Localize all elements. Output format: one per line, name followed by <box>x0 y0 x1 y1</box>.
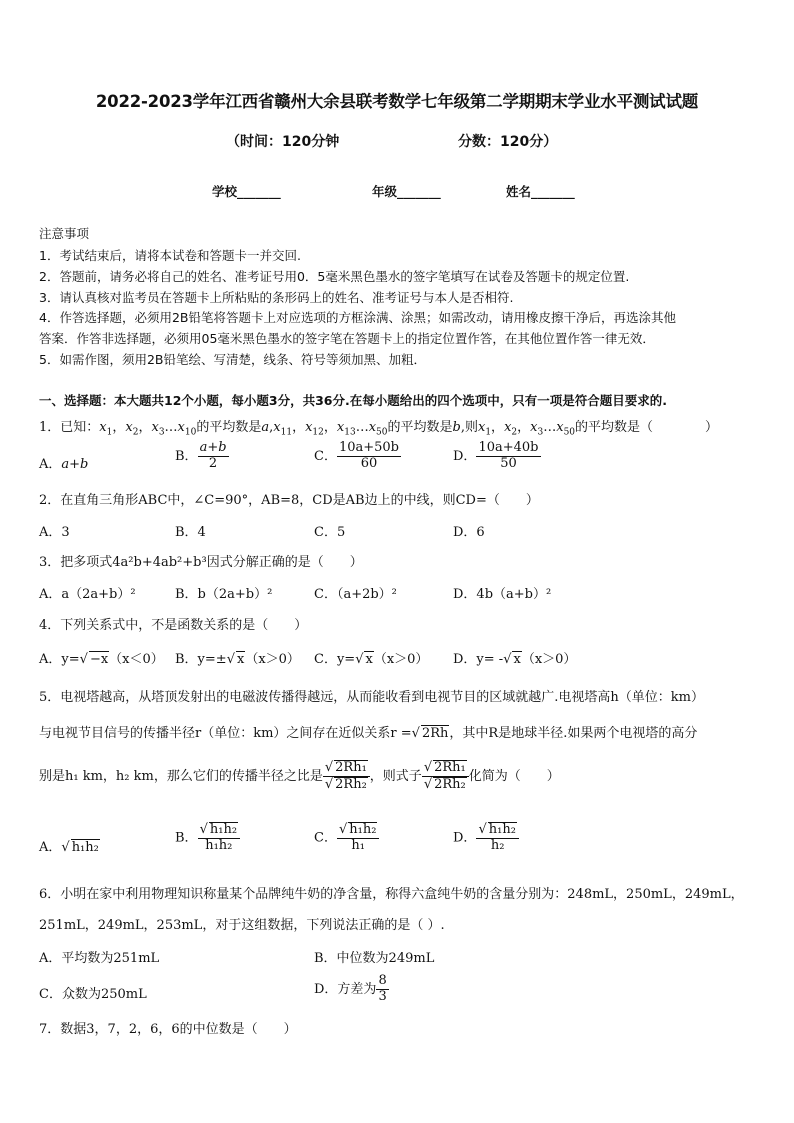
notice-item: 2．答题前，请务必将自己的姓名、准考证号用0．5毫米黑色墨水的签字笔填写在试卷及答题卡的规定位置. <box>39 269 630 284</box>
question-3: 3．把多项式4a²b+4ab²+b³因式分解正确的是（ ） <box>39 555 363 570</box>
q1-stem-b: 的平均数是 <box>196 420 262 435</box>
time-label: （时间：120分钟 <box>226 134 340 150</box>
score-label: 分数：120分） <box>458 134 558 150</box>
q1-stem: 1．已知： <box>39 420 100 435</box>
q1-option-a[interactable]: A．a+b <box>39 457 89 472</box>
q5-option-d[interactable]: D． $\frac{\text{√ h₁h₂}}{\text{h₂}}$ <box>453 822 519 854</box>
q1-option-b[interactable]: B． $\frac{a+b}{2}$ <box>175 440 227 471</box>
q6-option-c[interactable]: C．众数为250mL <box>39 987 147 1002</box>
q4-option-d[interactable]: D．y= -√ x（x＞0） <box>453 652 577 667</box>
notice-item: 3．请认真核对监考员在答题卡上所粘贴的条形码上的姓名、准考证号与本人是否相符. <box>39 290 514 305</box>
q6-option-a[interactable]: A．平均数为251mL <box>39 951 160 966</box>
q5-option-a[interactable]: A．√ h₁h₂ <box>39 840 99 855</box>
q2-option-b[interactable]: B．4 <box>175 525 206 540</box>
q2-option-d[interactable]: D．6 <box>453 525 485 540</box>
q1-ellipsis: … <box>164 420 178 435</box>
q1-stem-d: 的平均数是（ ） <box>575 420 719 435</box>
grade-field: 年级_______ <box>372 184 441 199</box>
question-4: 4．下列关系式中，不是函数关系的是（ ） <box>39 618 308 633</box>
q1-option-d[interactable]: D． $\frac{10a+40b}{50}$ <box>453 440 539 471</box>
notice-heading: 注意事项 <box>39 226 90 241</box>
q4-option-a[interactable]: A．y=√ −x（x＜0） <box>39 652 164 667</box>
page-title: 2022-2023学年江西省赣州大余县联考数学七年级第二学期期末学业水平测试试题 <box>95 92 699 111</box>
q5-option-c[interactable]: C． $\frac{\text{√ h₁h₂}}{\text{h₁}}$ <box>314 822 379 854</box>
question-1: 1．已知：$x_1$，$x_2$，$x_3\dots x_{10}$的平均数是$a,x_{11}$，$x_{12}$，$x_{13}\dots x_{50}$的平均数是b,则$x_1$，$x_2$，$x_3\dots x_{50}$的平均数是（ ） <box>39 420 719 438</box>
q1-option-c[interactable]: C． $\frac{10a+50b}{60}$ <box>314 440 400 471</box>
q6-option-d[interactable]: D．方差为 $\frac{8}{3}$ <box>314 973 387 1004</box>
q6-option-b[interactable]: B．中位数为249mL <box>314 951 435 966</box>
q3-option-d[interactable]: D．4b（a+b）² <box>453 587 552 602</box>
q4-option-c[interactable]: C．y=√ x（x＞0） <box>314 652 429 667</box>
q5-option-b[interactable]: B． $\frac{\text{√ h₁h₂}}{\text{h₁h₂}}$ <box>175 822 240 854</box>
question-5-line1: 5．电视塔越高，从塔顶发射出的电磁波传播得越远，从而能收看到电视节目的区域就越广.电视塔高h（单位：km） <box>39 690 704 705</box>
section-heading: 一、选择题：本大题共12个小题，每小题3分，共36分.在每小题给出的四个选项中，只有一项是符合题目要求的. <box>39 393 667 408</box>
question-7: 7．数据3，7，2，6，6的中位数是（ ） <box>39 1022 297 1037</box>
q1-stem-c: 的平均数是 <box>387 420 453 435</box>
q3-option-c[interactable]: C．（a+2b）² <box>314 587 397 602</box>
q3-option-b[interactable]: B．b（2a+b）² <box>175 587 273 602</box>
notice-item: 5．如需作图，须用2B铅笔绘、写清楚，线条、符号等须加黑、加粗． <box>39 352 426 367</box>
question-6-line1: 6．小明在家中利用物理知识称量某个品牌纯牛奶的净含量，称得六盒纯牛奶的含量分别为：248mL，250mL，249mL， <box>39 887 744 902</box>
question-2: 2．在直角三角形ABC中，∠C=90°，AB=8，CD是AB边上的中线，则CD=（ ） <box>39 493 539 508</box>
name-field: 姓名_______ <box>506 184 575 199</box>
notice-item: 答案．作答非选择题，必须用05毫米黑色墨水的签字笔在答题卡上的指定位置作答，在其他位置作答一律无效． <box>39 331 655 346</box>
notice-item: 1．考试结束后，请将本试卷和答题卡一并交回. <box>39 248 301 263</box>
notice-item: 4．作答选择题，必须用2B铅笔将答题卡上对应选项的方框涂满、涂黑；如需改动，请用橡皮擦干净后，再选涂其他 <box>39 310 676 325</box>
question-5-line2: 与电视节目信号的传播半径r（单位：km）之间存在近似关系r =√ 2Rh，其中R是地球半径.如果两个电视塔的高分 <box>39 726 698 741</box>
q2-option-c[interactable]: C．5 <box>314 525 346 540</box>
school-field: 学校_______ <box>212 184 281 199</box>
question-6-line2: 251mL，249mL，253mL，对于这组数据，下列说法正确的是（ ）. <box>39 918 445 933</box>
q2-option-a[interactable]: A．3 <box>39 525 70 540</box>
q3-option-a[interactable]: A．a（2a+b）² <box>39 587 136 602</box>
question-5-line3: 别是h₁ km，h₂ km，那么它们的传播半径之比是 $\frac{\text{√ 2Rh₁}}{\text{√ 2Rh₂}}$ ，则式子 $\frac{\text{√ 2Rh₁}}{\text{√ 2Rh₂}}$ 化简为（ ） <box>39 760 560 792</box>
q4-option-b[interactable]: B．y=±√ x（x＞0） <box>175 652 300 667</box>
